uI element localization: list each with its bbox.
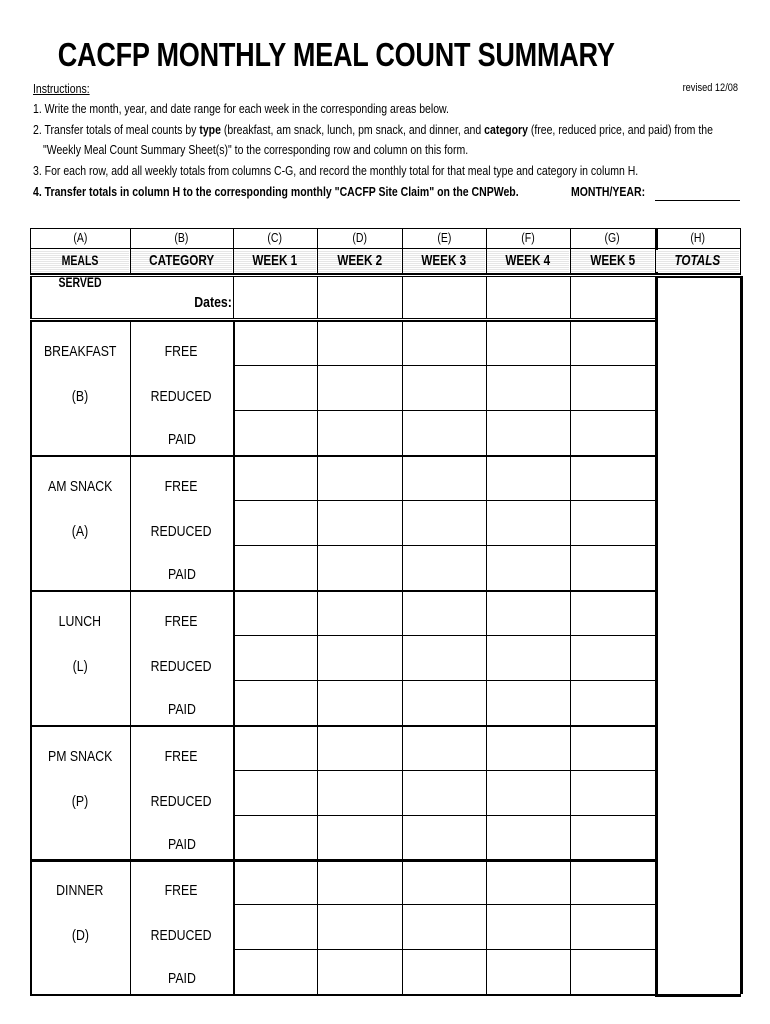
meal-type-text: LUNCH [58,613,102,630]
totals-right-border [740,276,743,994]
category-text: FREE [165,882,198,899]
category-label [130,748,233,766]
totals-bottom-border [655,994,741,997]
header-bottom-border [30,273,741,275]
column-header-text: WEEK 4 [505,252,551,269]
dates-row-bottom [30,318,656,319]
meal-count-cell[interactable] [235,502,315,543]
meal-count-cell[interactable] [404,412,484,453]
meal-count-cell[interactable] [404,592,484,633]
week-column-border [402,590,403,725]
meal-count-cell[interactable] [572,412,653,453]
meal-count-cell[interactable] [488,951,568,992]
meal-count-cell[interactable] [404,817,484,858]
category-text: PAID [167,701,196,718]
meal-count-cell[interactable] [572,637,653,678]
column-header-text: CATEGORY [148,252,215,269]
meal-count-cell[interactable] [235,772,315,813]
meal-count-cell[interactable] [404,951,484,992]
dates-column-border [570,276,571,318]
dates-column-border [402,276,403,318]
row-line [233,365,656,366]
meal-count-cell[interactable] [235,457,315,498]
header-divider [30,248,741,249]
category-label [130,613,233,631]
category-label [130,388,233,406]
meal-code-text: (L) [72,658,88,675]
week-column-border [570,859,571,994]
meal-code-label [30,388,130,406]
meal-count-cell[interactable] [404,682,484,723]
column-header [131,250,232,272]
meal-count-cell[interactable] [319,457,400,498]
meal-count-cell[interactable] [235,951,315,992]
category-label [130,836,233,854]
week-column-border [317,455,318,590]
category-label [130,566,233,584]
category-label [130,658,233,676]
category-text: FREE [165,343,198,360]
meal-count-cell[interactable] [572,367,653,408]
row-line [233,410,656,411]
dates-column-border [233,276,234,318]
meal-count-cell[interactable] [404,457,484,498]
row-line [233,680,656,681]
row-line [233,545,656,546]
meal-count-cell[interactable] [488,637,568,678]
meal-count-cell[interactable] [572,457,653,498]
instruction-2 [33,123,713,137]
column-header-text: WEEK 5 [590,252,635,269]
week-dates-field[interactable] [404,278,484,316]
column-letter-text: (A) [72,231,87,245]
category-text: PAID [167,836,196,853]
meal-type-text: PM SNACK [47,748,113,765]
meal-count-cell[interactable] [488,817,568,858]
meal-count-cell[interactable] [319,682,400,723]
meal-count-cell[interactable] [572,817,653,858]
row-line [233,815,656,816]
month-year-label: MONTH/YEAR: [571,185,646,199]
dates-label-text: Dates: [194,294,232,311]
meal-count-cell[interactable] [572,906,653,947]
meal-count-cell[interactable] [488,682,568,723]
week-column-border [317,859,318,994]
week-dates-field[interactable] [319,278,400,316]
meal-type-text: BREAKFAST [43,343,117,360]
meal-count-cell[interactable] [572,322,653,363]
meal-count-cell[interactable] [319,772,400,813]
instructions-heading: Instructions: [33,82,90,96]
meal-count-cell[interactable] [572,502,653,543]
instruction-2-category: category [484,123,528,137]
meal-count-cell[interactable] [319,906,400,947]
instruction-3: 3. For each row, add all weekly totals from columns C-G, and record the monthly total for that meal type and category in column H. [33,164,639,178]
meal-count-cell[interactable] [235,322,315,363]
category-text: FREE [165,748,198,765]
meal-code-label [30,523,130,541]
column-letter [486,229,570,247]
column-header-text: WEEK 3 [421,252,467,269]
meal-count-cell[interactable] [404,727,484,768]
meal-count-cell[interactable] [404,322,484,363]
column-letter [233,229,317,247]
week-column-border [317,320,318,455]
meal-count-cell[interactable] [488,412,568,453]
meal-code-label [30,658,130,676]
category-text: PAID [167,970,196,987]
category-text: FREE [165,613,198,630]
meal-count-cell[interactable] [404,547,484,588]
month-year-field[interactable] [655,200,740,201]
meal-count-cell[interactable] [319,951,400,992]
meal-count-cell[interactable] [404,906,484,947]
week-column-border [570,590,571,725]
category-label [130,927,233,945]
week-column-border [570,320,571,455]
meal-count-cell[interactable] [488,502,568,543]
column-letter-text: (H) [690,231,705,245]
meal-count-cell[interactable] [572,592,653,633]
meal-count-cell[interactable] [319,547,400,588]
column-header [571,250,654,272]
category-text: REDUCED [151,793,212,810]
column-letter [30,229,130,247]
meal-count-cell[interactable] [572,727,653,768]
meal-count-cell[interactable] [572,547,653,588]
week-column-border [317,590,318,725]
column-header [31,250,129,290]
column-header-text: MEALS SERVED [58,253,102,290]
week-column-border [570,725,571,860]
category-text: REDUCED [151,927,212,944]
week-column-border [402,320,403,455]
week-column-border [486,455,487,590]
column-letter-text: (D) [352,231,367,245]
column-letter-text: (B) [174,231,189,245]
column-header [403,250,485,272]
column-header-text: WEEK 1 [252,252,298,269]
instruction-2-continued: "Weekly Meal Count Summary Sheet(s)" to the corresponding row and column on this form. [43,143,469,157]
week-column-border [486,859,487,994]
dates-column-border [317,276,318,318]
category-label [130,431,233,449]
column-letter [317,229,402,247]
week-column-border [317,725,318,860]
dates-row-top [30,276,656,277]
column-header [656,250,739,272]
column-letter-text: (F) [521,231,535,245]
meal-count-cell[interactable] [235,727,315,768]
meal-type-label [30,478,130,496]
meal-count-cell[interactable] [404,772,484,813]
revision-date: revised 12/08 [682,82,738,94]
meal-code-label [30,927,130,945]
meal-code-text: (A) [71,523,89,540]
meal-code-label [30,793,130,811]
meal-count-cell[interactable] [319,367,400,408]
header-column-border [740,228,741,273]
column-header-text: WEEK 2 [337,252,382,269]
category-text: REDUCED [151,523,212,540]
meal-count-cell[interactable] [319,727,400,768]
meal-count-cell[interactable] [319,412,400,453]
meal-count-cell[interactable] [404,502,484,543]
meal-count-cell[interactable] [572,861,653,902]
meal-count-cell[interactable] [235,367,315,408]
category-text: PAID [167,431,196,448]
meal-count-cell[interactable] [488,727,568,768]
section-bottom-border [30,994,656,996]
meal-count-cell[interactable] [404,861,484,902]
instruction-1: 1. Write the month, year, and date range for each week in the corresponding areas below. [33,102,449,116]
instruction-4: 4. Transfer totals in column H to the corresponding monthly "CACFP Site Claim" on the CNPWeb. [33,185,519,199]
meal-count-cell[interactable] [488,457,568,498]
meal-type-text: DINNER [56,882,104,899]
meal-count-cell[interactable] [235,637,315,678]
meal-count-cell[interactable] [319,861,400,902]
meal-count-cell[interactable] [572,951,653,992]
column-header [234,250,316,272]
meal-count-cell[interactable] [235,817,315,858]
category-label [130,523,233,541]
week-column-border [486,725,487,860]
column-letter [402,229,486,247]
week-column-border [402,455,403,590]
meal-count-cell[interactable] [235,861,315,902]
meal-code-text: (B) [71,388,89,405]
meal-count-cell[interactable] [235,547,315,588]
column-letter-text: (G) [604,231,621,245]
instruction-2-type: type [199,123,221,137]
category-label [130,970,233,988]
meal-count-cell[interactable] [572,682,653,723]
week-dates-field[interactable] [488,278,568,316]
meal-count-cell[interactable] [488,861,568,902]
meal-count-cell[interactable] [319,322,400,363]
instruction-2-pre: 2. Transfer totals of meal counts by [33,123,200,137]
meal-count-cell[interactable] [488,592,568,633]
row-line [233,770,656,771]
column-letter-text: (E) [436,231,451,245]
category-text: FREE [165,478,198,495]
meal-count-cell[interactable] [235,682,315,723]
column-letter [655,229,740,247]
meal-code-text: (D) [71,927,89,944]
meal-count-cell[interactable] [488,367,568,408]
week-dates-field[interactable] [235,278,315,316]
week-column-border [486,320,487,455]
row-line [233,949,656,950]
row-line [233,500,656,501]
dates-row-left [30,276,32,318]
category-text: REDUCED [151,388,212,405]
category-text: PAID [167,566,196,583]
meal-type-text: AM SNACK [47,478,113,495]
week-column-border [486,590,487,725]
meal-count-cell[interactable] [572,772,653,813]
column-header [318,250,401,272]
category-label [130,882,233,900]
meal-count-cell[interactable] [319,637,400,678]
meal-count-cell[interactable] [488,772,568,813]
row-line [233,904,656,905]
week-column-border [570,455,571,590]
category-text: REDUCED [151,658,212,675]
meal-count-cell[interactable] [235,412,315,453]
week-dates-field[interactable] [572,278,653,316]
totals-field[interactable] [658,278,738,992]
dates-column-border [486,276,487,318]
meal-count-cell[interactable] [319,592,400,633]
meal-type-label [30,343,130,361]
meal-count-cell[interactable] [235,906,315,947]
instruction-2-mid: (breakfast, am snack, lunch, pm snack, and dinner, and [220,123,485,137]
category-label [130,478,233,496]
column-letter-text: (C) [267,231,283,245]
row-line [233,635,656,636]
instruction-2-post: (free, reduced price, and paid) from the [527,123,713,137]
meal-count-cell[interactable] [235,592,315,633]
meal-count-cell[interactable] [319,817,400,858]
meal-count-cell[interactable] [319,502,400,543]
page-title: CACFP MONTHLY MEAL COUNT SUMMARY [57,36,615,73]
week-column-border [402,725,403,860]
dates-label [180,294,232,311]
meal-code-text: (P) [71,793,89,810]
meal-count-cell[interactable] [488,906,568,947]
meal-type-label [30,748,130,766]
column-header-text: TOTALS [674,252,721,269]
meal-type-label [30,882,130,900]
week-column-border [402,859,403,994]
meal-count-cell[interactable] [404,367,484,408]
category-label [130,701,233,719]
meal-count-cell[interactable] [404,637,484,678]
meal-count-cell[interactable] [488,547,568,588]
category-label [130,793,233,811]
column-letter [570,229,655,247]
column-header [487,250,569,272]
category-label [130,343,233,361]
meal-type-label [30,613,130,631]
column-letter [130,229,233,247]
meal-count-cell[interactable] [488,322,568,363]
